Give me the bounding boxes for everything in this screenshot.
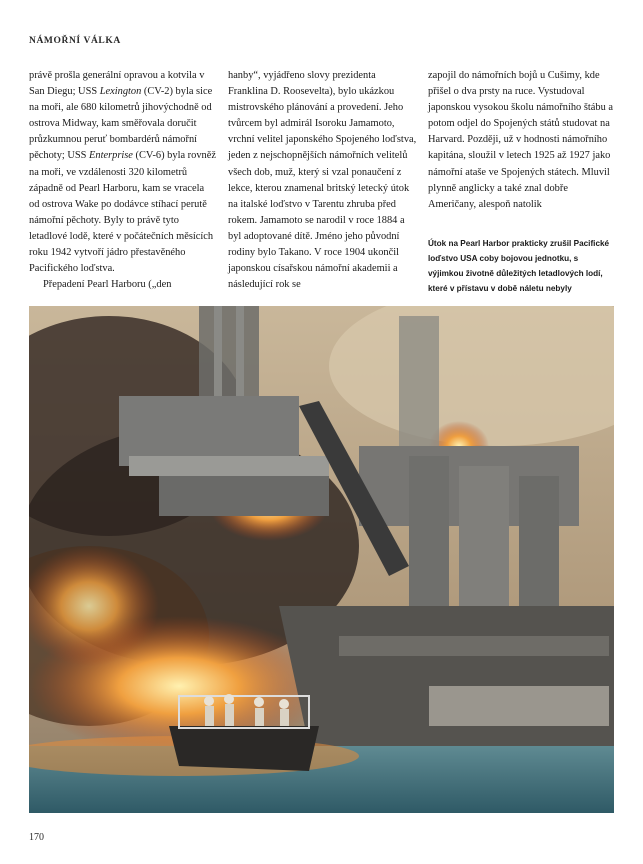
text-column-3 [428, 68, 618, 213]
text-column-1 [29, 68, 217, 293]
pearl-harbor-photo [29, 306, 614, 813]
page-number: 170 [29, 832, 44, 843]
ship-name: Lexington [99, 86, 142, 98]
text-run: právě prošla generální opravou a kotvila v San Diegu; USS [29, 70, 205, 98]
running-head: NÁMOŘNÍ VÁLKA [29, 36, 121, 46]
paragraph [29, 68, 217, 277]
text-run: (CV-6) byla rovněž na moři, ve vzdálenosti 320 kilometrů západně od Pearl Harboru, kam se vracela od ostrova Wake po dodávce stíhací perutě námořní pěchoty. Byly to právě tyto letadlové lodě, které v počátečních měsících roku 1942 vytvoří jádro přestavěného Pacifického loďstva. [29, 150, 216, 275]
photo-caption: Útok na Pearl Harbor prakticky zrušil Pacifické loďstvo USA coby bojovou jednotku, s výjimkou životně důležitých letadlových lodí, které v přístavu v době náletu nebyly [428, 239, 610, 293]
paragraph: zapojil do námořních bojů u Cušimy, kde přišel o dva prsty na ruce. Vystudoval japonskou vysokou školu námořního štábu a potom odjel do Spojených států studovat na Harvard. Později, už v hodnosti námořního kapitána, sloužil v letech 1925 až 1927 jako námořní ataše ve Spojených státech. Mluvil plynně anglicky a také znal dobře Američany, alespoň natolik [428, 70, 613, 210]
paragraph: hanby“, vyjádřeno slovy prezidenta Franklina D. Roosevelta), bylo ukázkou mistrovského plánování a provedení. Jeho tvůrcem byl admirál Isoroku Jamamoto, vrchní velitel japonského Spojeného loďstva, jeden z nejschopnějších námořních velitelů všech dob, muž, který si vzal ponaučení z lekce, kterou znamenal britský letecký útok na italské loďstvo v Tarentu zhruba před rokem. Jamamoto se narodil v roce 1884 a byl adoptované dítě. Jméno jeho původní rodiny bylo Takano. V roce 1904 ukončil japonskou císařskou námořní akademii a následující rok se [228, 70, 417, 291]
ship-name: Enterprise [89, 150, 133, 162]
text-run: (CV-2) byla sice na moři, ale 680 kilometrů jihovýchodně od ostrova Midway, kam směřovala doručit průzkumnou peruť bombardérů námořní pěchoty; USS [29, 86, 213, 162]
burning-battleship-illustration [29, 306, 614, 813]
paragraph: Přepadení Pearl Harboru („den [43, 279, 172, 291]
text-column-2 [228, 68, 418, 293]
